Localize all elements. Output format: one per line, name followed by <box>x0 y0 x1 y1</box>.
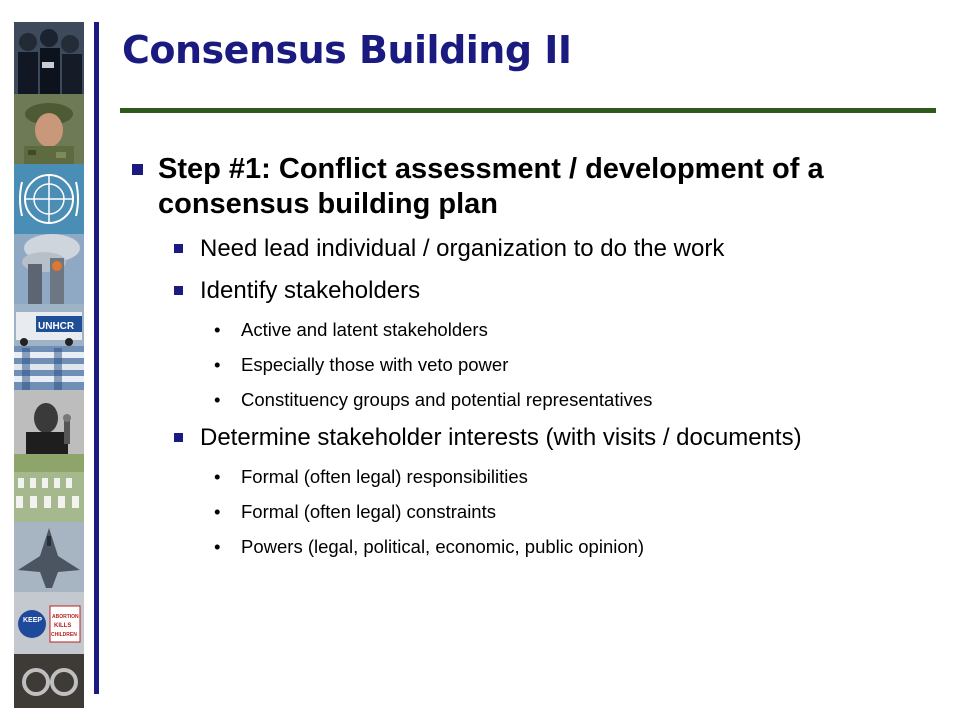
bullet-item <box>214 535 950 558</box>
bullet-text: Formal (often legal) constraints <box>241 501 496 522</box>
bullet-item <box>174 234 950 264</box>
dot-bullet-icon: • <box>214 319 221 340</box>
svg-text:KEEP: KEEP <box>23 617 43 624</box>
bullet-text: Formal (often legal) responsibilities <box>241 466 528 487</box>
svg-text:KILLS: KILLS <box>54 623 72 629</box>
bullet-text: Active and latent stakeholders <box>241 319 488 340</box>
square-bullet-icon <box>174 433 183 442</box>
bullet-item <box>214 500 950 523</box>
cemetery-photo <box>14 454 84 522</box>
svg-text:CHILDREN: CHILDREN <box>51 632 77 638</box>
tower-smoke-photo <box>14 234 84 304</box>
dot-bullet-icon: • <box>214 501 221 522</box>
dot-bullet-icon: • <box>214 536 221 557</box>
bullet-item <box>214 388 950 411</box>
dot-bullet-icon: • <box>214 466 221 487</box>
bullet-list <box>130 152 950 570</box>
bullet-item <box>214 318 950 341</box>
bullet-text: Identify stakeholders <box>200 277 421 304</box>
vertical-divider <box>94 22 99 694</box>
crowd-photo <box>14 346 84 390</box>
square-bullet-icon <box>132 164 143 175</box>
dot-bullet-icon: • <box>214 354 221 375</box>
square-bullet-icon <box>174 286 183 295</box>
bullet-item <box>214 465 950 488</box>
bullet-text: Constituency groups and potential representatives <box>241 389 653 410</box>
bullet-text: Step #1: Conflict assessment / development of a consensus building plan <box>158 153 824 220</box>
handcuffs-photo <box>14 654 84 708</box>
unhcr-truck-photo <box>14 304 84 346</box>
photo-strip <box>14 22 84 708</box>
bullet-item-step-1 <box>130 152 950 222</box>
bullet-item <box>174 276 950 306</box>
bullet-text: Powers (legal, political, economic, public opinion) <box>241 536 645 557</box>
slide-title: Consensus Building II <box>122 28 572 72</box>
square-bullet-icon <box>174 244 183 253</box>
un-emblem-photo <box>14 164 84 234</box>
bullet-text: Need lead individual / organization to do the work <box>200 235 725 262</box>
svg-text:UNHCR: UNHCR <box>38 321 75 332</box>
bullet-item <box>174 423 950 453</box>
svg-text:ABORTION: ABORTION <box>52 614 79 620</box>
bullet-text: Determine stakeholder interests (with visits / documents) <box>200 424 802 451</box>
protest-signs-photo <box>14 592 84 654</box>
fighter-jet-photo <box>14 522 84 592</box>
bullet-item <box>214 353 950 376</box>
dot-bullet-icon: • <box>214 389 221 410</box>
mlk-speaking-photo <box>14 390 84 454</box>
soldier-photo <box>14 94 84 164</box>
title-underline <box>120 108 936 113</box>
riot-police-photo <box>14 22 84 94</box>
bullet-text: Especially those with veto power <box>241 354 509 375</box>
